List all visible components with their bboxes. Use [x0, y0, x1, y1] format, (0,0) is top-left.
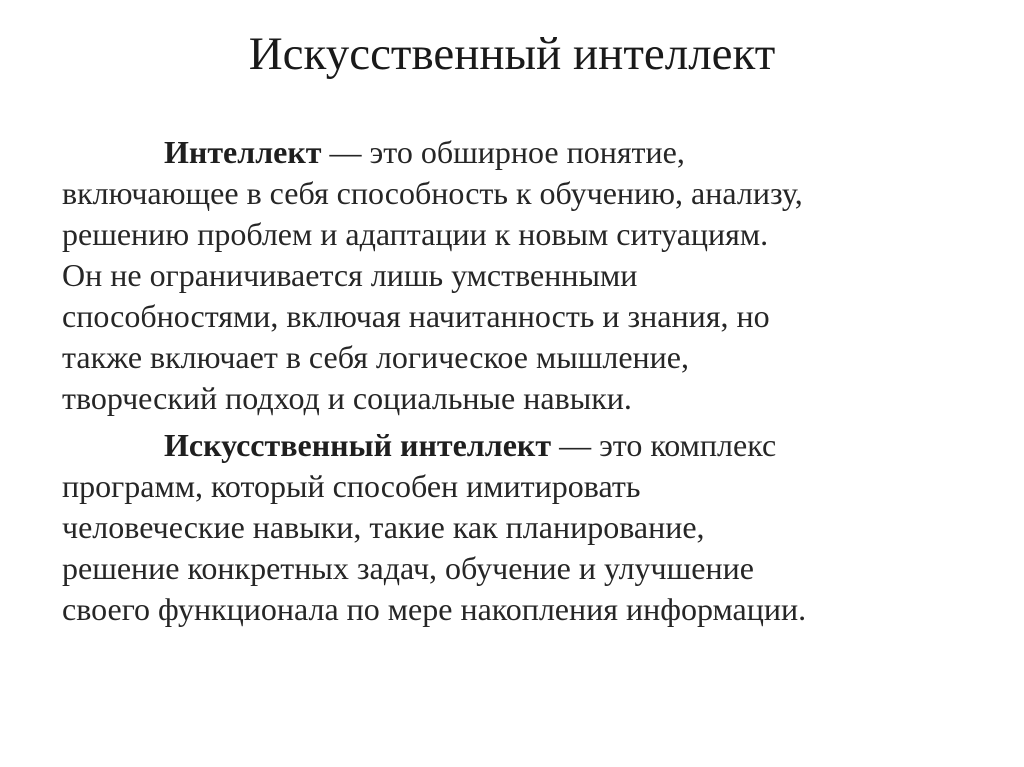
paragraph-text: — это комплекс [551, 427, 777, 463]
paragraph-line: включающее в себя способность к обучению, анализу, [62, 175, 803, 211]
paragraph-line: человеческие навыки, такие как планирование, [62, 509, 705, 545]
paragraph-artificial-intelligence [62, 425, 962, 630]
paragraph-text: — это обширное понятие, [321, 134, 685, 170]
term-intelligence: Интеллект [164, 134, 322, 170]
paragraph-line: способностями, включая начитанность и знания, но [62, 298, 770, 334]
paragraph-line: решение конкретных задач, обучение и улучшение [62, 550, 754, 586]
paragraph-line: программ, который способен имитировать [62, 468, 641, 504]
slide-title: Искусственный интеллект [248, 28, 776, 80]
paragraph-line [62, 425, 962, 466]
paragraph-intelligence [62, 132, 962, 419]
slide-body [62, 132, 962, 636]
paragraph-line: творческий подход и социальные навыки. [62, 380, 632, 416]
paragraph-line: решению проблем и адаптации к новым ситуациям. [62, 216, 769, 252]
term-artificial-intelligence: Искусственный интеллект [164, 427, 552, 463]
paragraph-line: Он не ограничивается лишь умственными [62, 257, 638, 293]
paragraph-line: также включает в себя логическое мышление, [62, 339, 689, 375]
paragraph-line: своего функционала по мере накопления информации. [62, 591, 807, 627]
paragraph-line [62, 132, 962, 173]
